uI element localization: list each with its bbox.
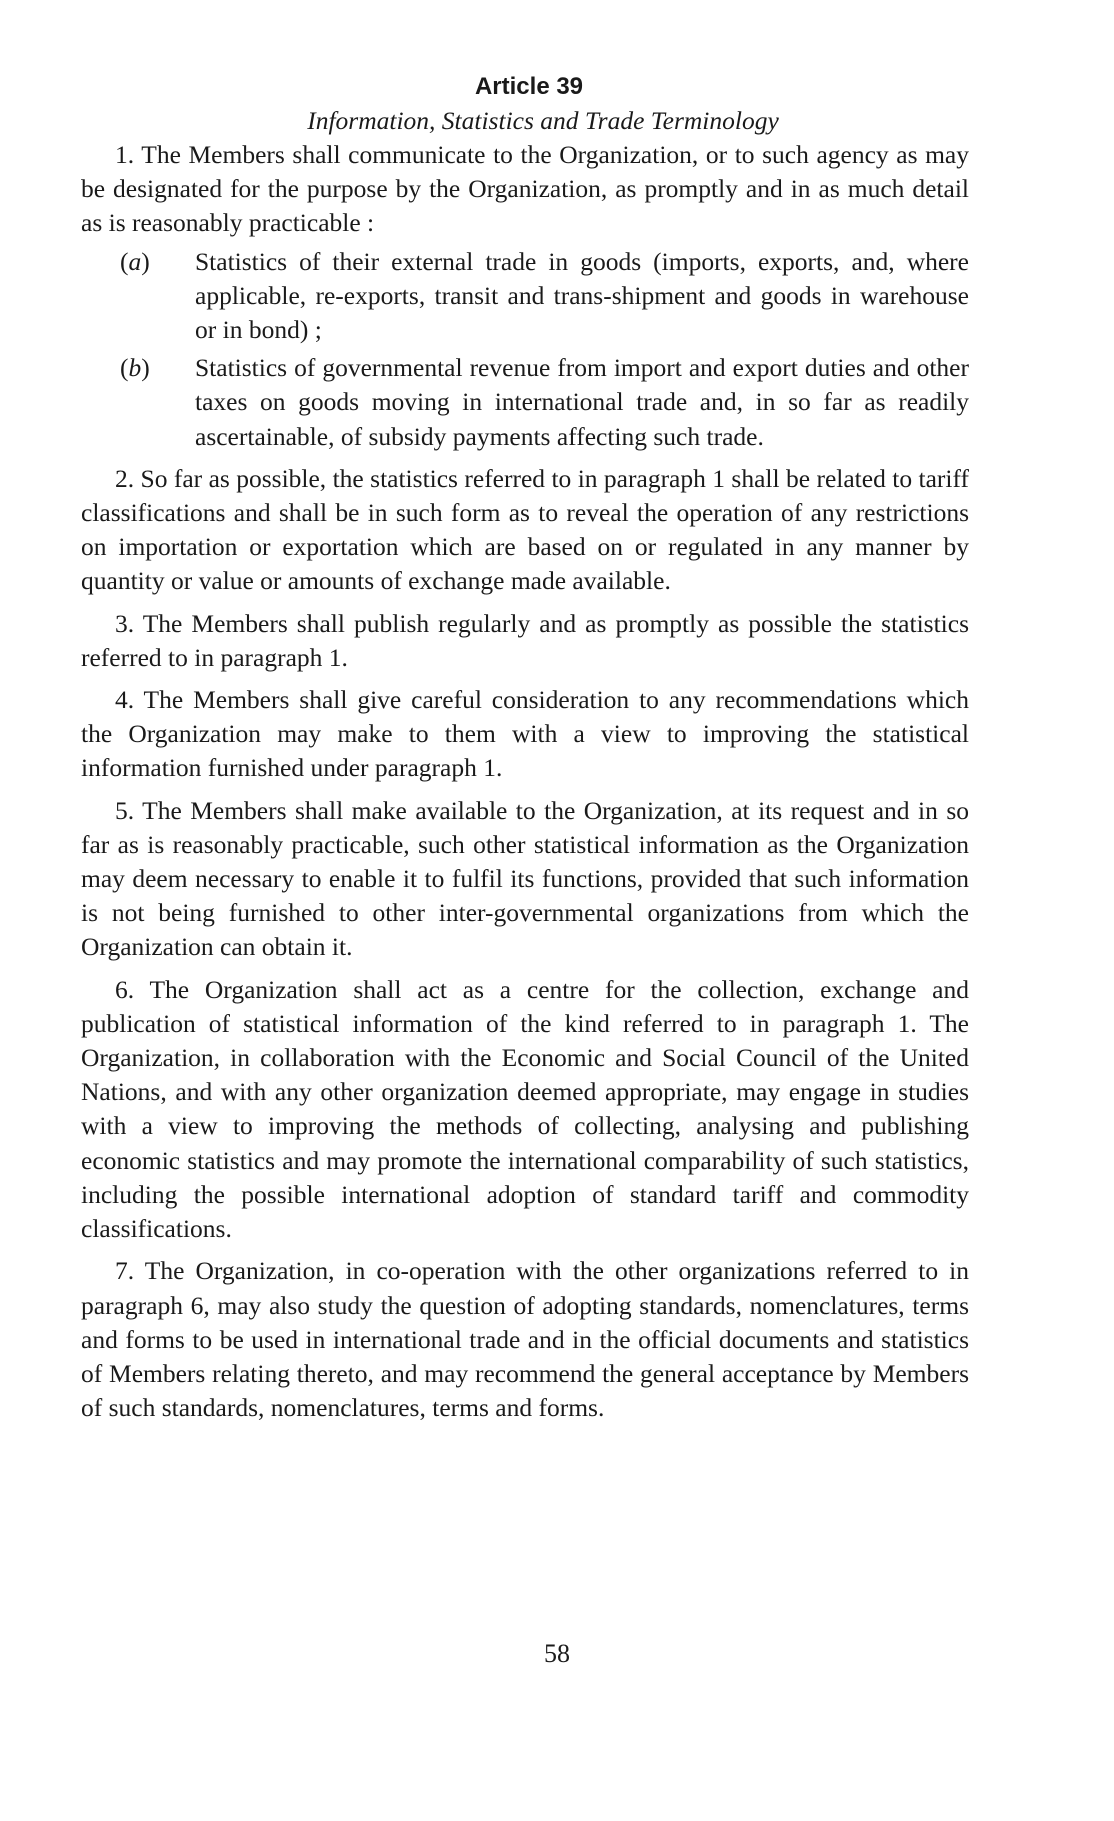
paragraph-1-list (81, 245, 969, 454)
page-number: 58 (544, 1639, 570, 1668)
list-item-text: Statistics of governmental revenue from import and export duties and other taxes on goods moving in international trade and, in so far as readily ascertainable, of subsidy payments affecting such trade. (195, 353, 969, 451)
paragraph-5: 5. The Members shall make available to the Organization, at its request and in so far as is reasonably practicable, such other statistical information as the Organization may deem necessary to enable it to fulfil its functions, provided that such information is not being furnished to other inter-governmental organizations from which the Organization can obtain it. (81, 795, 969, 962)
paragraph-1: 1. The Members shall communicate to the Organization, or to such agency as may be designated for the purpose by the Organization, as promptly and in as much detail as is reasonably practicable : (81, 140, 969, 238)
paragraph-2: 2. So far as possible, the statistics referred to in paragraph 1 shall be related to tariff classifications and shall be in such form as to reveal the operation of any restrictions on importation or exportation which are based on or regulated in any manner by quantity or value or amounts of exchange made available. (81, 463, 969, 596)
article-title: Article 39 (474, 73, 584, 100)
list-item-text: Statistics of their external trade in goods (imports, exports, and, where applicable, re-exports, transit and trans-shipment and goods in warehouse or in bond) ; (195, 246, 969, 345)
article-subtitle: Information, Statistics and Trade Terminology (307, 106, 779, 135)
paragraph-3: 3. The Members shall publish regularly and as promptly as possible the statistics referred to in paragraph 1. (81, 608, 969, 672)
paragraph-6: 6. The Organization shall act as a centre for the collection, exchange and publication of statistical information of the kind referred to in paragraph 1. The Organization, in collaboration with the Economic and Social Council of the United Nations, and with any other organization deemed appropriate, may engage in studies with a view to improving the methods of collecting, analysing and publishing economic statistics and may promote the international comparability of such statistics, including the possible international adoption of standard tariff and commodity classifications. (81, 974, 969, 1244)
list-item-b (81, 351, 969, 454)
document-page (81, 70, 969, 1425)
list-item-a (81, 245, 969, 348)
paragraph-4: 4. The Members shall give careful consideration to any recommendations which the Organization may make to them with a view to improving the statistical information furnished under paragraph 1. (81, 685, 969, 783)
list-marker-b: (b) (120, 353, 150, 383)
paragraph-7: 7. The Organization, in co-operation with the other organizations referred to in paragraph 6, may also study the question of adopting standards, nomenclatures, terms and forms to be used in international trade and in the official documents and statistics of Members relating thereto, and may recommend the general acceptance by Members of such standards, nomenclatures, terms and forms. (81, 1256, 969, 1423)
list-marker-a: (a) (120, 246, 150, 276)
